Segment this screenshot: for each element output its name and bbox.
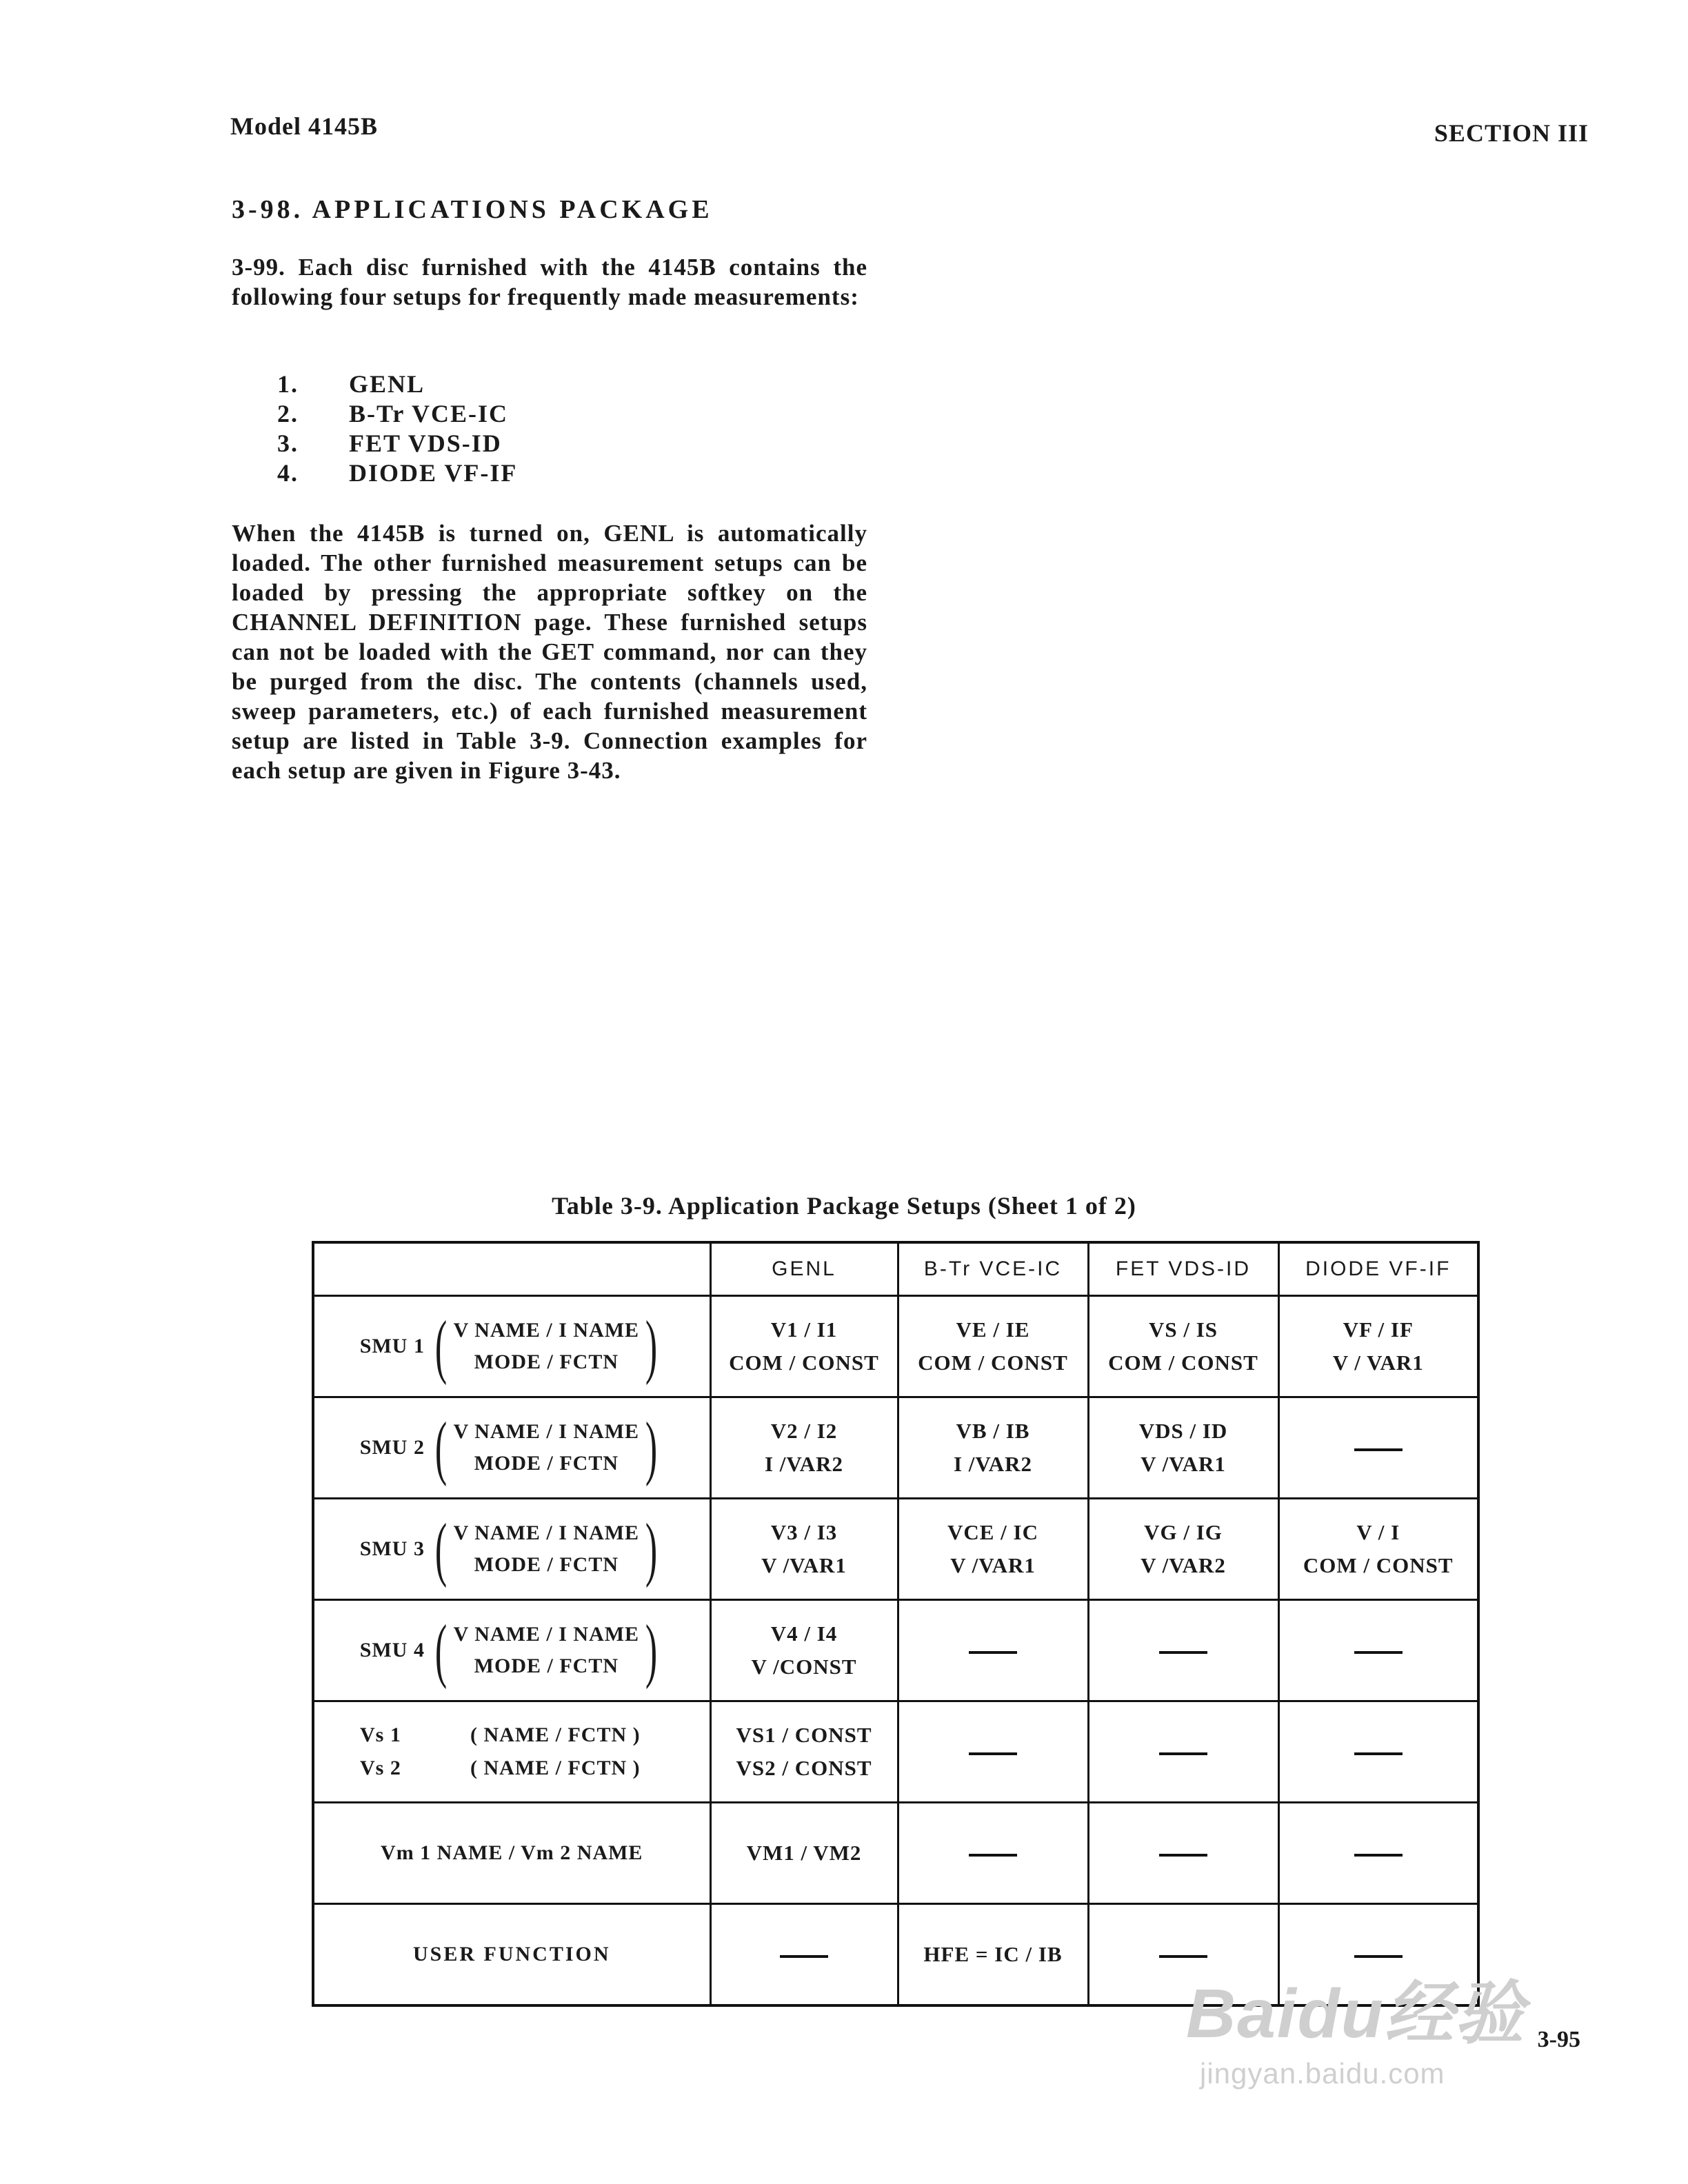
cell-fet: VDS / ID V /VAR1 [1088, 1397, 1278, 1499]
table-header-btr: B-Tr VCE-IC [898, 1242, 1088, 1296]
list-text: DIODE VF-IF [349, 459, 518, 487]
smu-subtitle-name: V NAME / I NAME [453, 1623, 640, 1646]
list-number: 2. [277, 400, 299, 427]
cell-btr: VCE / IC V /VAR1 [898, 1499, 1088, 1600]
cell-btr-empty [898, 1701, 1088, 1803]
application-table [312, 1241, 1480, 2007]
cell-genl: V1 / I1 COM / CONST [710, 1296, 898, 1397]
row-label [313, 1701, 710, 1803]
cell-btr-empty [898, 1803, 1088, 1904]
list-number: 3. [277, 429, 299, 457]
list-number: 1. [277, 370, 299, 398]
row-label: SMU 3 ( V NAME / I NAME MODE / FCTN ) [313, 1499, 710, 1600]
list-item [277, 458, 517, 488]
smu-label: SMU 2 [359, 1436, 425, 1459]
list-item [277, 370, 517, 399]
smu-label: SMU 1 [359, 1335, 425, 1357]
cell-genl: V2 / I2 I /VAR2 [710, 1397, 898, 1499]
cell-fet: VS / IS COM / CONST [1088, 1296, 1278, 1397]
cell-btr: HFE = IC / IB [898, 1904, 1088, 2006]
table-row-smu4 [313, 1600, 1478, 1701]
table-header-genl: GENL [710, 1242, 898, 1296]
cell-btr: VB / IB I /VAR2 [898, 1397, 1088, 1499]
table-caption: Table 3-9. Application Package Setups (Sheet 1 of 2) [552, 1192, 1136, 1220]
list-item [277, 429, 517, 458]
smu-subtitle-name: V NAME / I NAME [453, 1319, 640, 1342]
cell-fet-empty [1088, 1803, 1278, 1904]
list-text: GENL [349, 370, 425, 398]
setup-list [277, 370, 517, 488]
list-number: 4. [277, 459, 299, 487]
smu-subtitle-mode: MODE / FCTN [474, 1553, 619, 1576]
cell-btr-empty [898, 1600, 1088, 1701]
table-row-smu2 [313, 1397, 1478, 1499]
table-row-smu1 [313, 1296, 1478, 1397]
paragraph-intro: 3-99. Each disc furnished with the 4145B contains the following four setups for frequently made measurements: [232, 254, 867, 310]
table-row-smu3 [313, 1499, 1478, 1600]
cell-diode-empty [1278, 1397, 1478, 1499]
cell-genl: VM1 / VM2 [710, 1803, 898, 1904]
vs2-label: Vs 2 [360, 1757, 401, 1779]
smu-subtitle-mode: MODE / FCTN [474, 1351, 619, 1373]
row-label: SMU 1 ( V NAME / I NAME MODE / FCTN ) [313, 1296, 710, 1397]
vs1-label: Vs 1 [360, 1723, 401, 1746]
cell-btr: VE / IE COM / CONST [898, 1296, 1088, 1397]
cell-genl-empty [710, 1904, 898, 2006]
cell-genl: VS1 / CONST VS2 / CONST [710, 1701, 898, 1803]
cell-diode-empty [1278, 1803, 1478, 1904]
smu-subtitle-mode: MODE / FCTN [474, 1452, 619, 1475]
paragraph-description: When the 4145B is turned on, GENL is automatically loaded. The other furnished measurement setups can be loaded by pressing the appropriate softkey on the CHANNEL DEFINITION page. These furnished setups can not be loaded with the GET command, nor can they be purged from the disc. The contents (channels used, sweep parameters, etc.) of each furnished measurement setup are listed in Table 3-9. Connection examples for each setup are given in Figure 3-43. [232, 520, 867, 784]
list-item [277, 399, 517, 429]
cell-fet: VG / IG V /VAR2 [1088, 1499, 1278, 1600]
list-text: FET VDS-ID [349, 429, 502, 457]
smu-subtitle-name: V NAME / I NAME [453, 1521, 640, 1544]
table-row-vm [313, 1803, 1478, 1904]
page-number: 3-95 [1537, 2027, 1580, 2052]
cell-fet-empty [1088, 1701, 1278, 1803]
row-label: SMU 4 ( V NAME / I NAME MODE / FCTN ) [313, 1600, 710, 1701]
vs2-desc: ( NAME / FCTN ) [470, 1757, 641, 1779]
list-text: B-Tr VCE-IC [349, 400, 509, 427]
table-header-blank [313, 1242, 710, 1296]
cell-genl: V4 / I4 V /CONST [710, 1600, 898, 1701]
smu-label: SMU 4 [359, 1639, 425, 1661]
watermark-logo: Baidu经验 jingyan.baidu.com [1186, 1975, 1525, 2090]
smu-label: SMU 3 [359, 1537, 425, 1560]
cell-diode: V / I COM / CONST [1278, 1499, 1478, 1600]
table-header-diode: DIODE VF-IF [1278, 1242, 1478, 1296]
table-header-fet: FET VDS-ID [1088, 1242, 1278, 1296]
cell-genl: V3 / I3 V /VAR1 [710, 1499, 898, 1600]
section-title: 3-98. APPLICATIONS PACKAGE [232, 195, 713, 224]
cell-diode-empty [1278, 1701, 1478, 1803]
row-label: SMU 2 ( V NAME / I NAME MODE / FCTN ) [313, 1397, 710, 1499]
header-model: Model 4145B [230, 112, 378, 140]
smu-subtitle-name: V NAME / I NAME [453, 1420, 640, 1443]
smu-subtitle-mode: MODE / FCTN [474, 1655, 619, 1677]
table-header-row [313, 1242, 1478, 1296]
row-label-vm: Vm 1 NAME / Vm 2 NAME [313, 1803, 710, 1904]
header-section: SECTION III [1434, 119, 1589, 147]
cell-fet-empty [1088, 1600, 1278, 1701]
cell-diode: VF / IF V / VAR1 [1278, 1296, 1478, 1397]
vs1-desc: ( NAME / FCTN ) [470, 1723, 641, 1746]
table-row-vs [313, 1701, 1478, 1803]
cell-diode-empty [1278, 1600, 1478, 1701]
row-label-user-function: USER FUNCTION [313, 1904, 710, 2006]
